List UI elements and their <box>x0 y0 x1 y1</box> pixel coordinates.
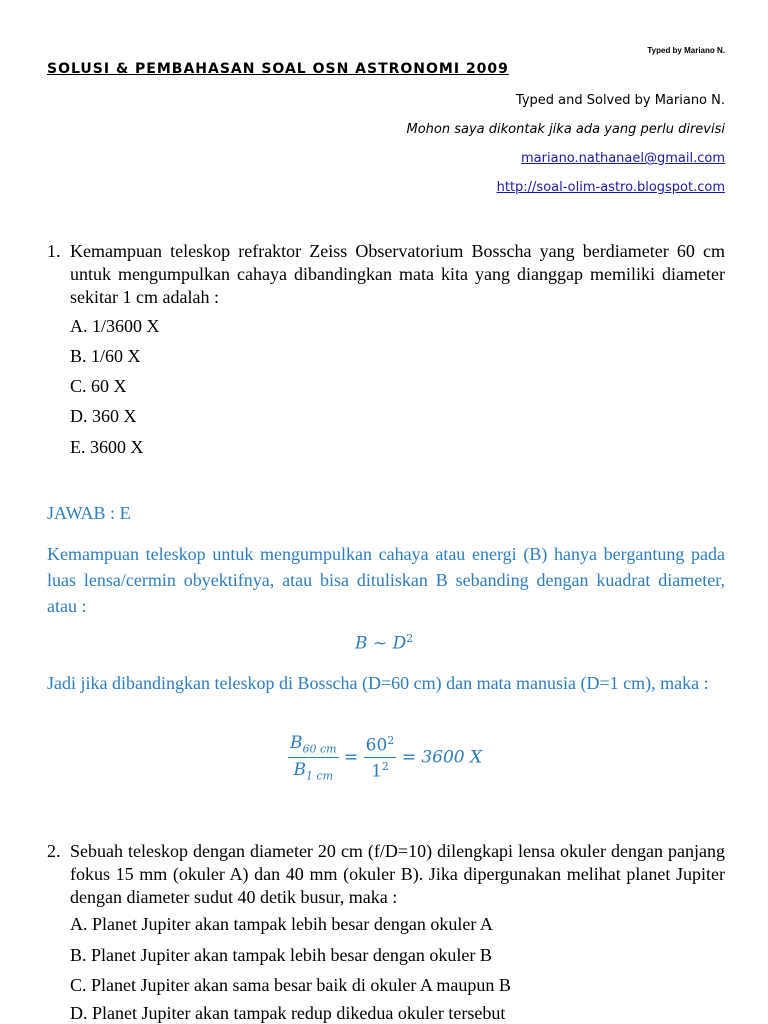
question-text: Kemampuan teleskop refraktor Zeiss Observatorium Bosscha yang berdiameter 60 cm untuk mengumpulkan cahaya dibandingkan mata kita yang dianggap memiliki diameter sekitar 1 cm adalah : <box>70 241 725 307</box>
q1-option-e: E. 3600 X <box>70 437 144 457</box>
q1-option-c: C. 60 X <box>70 376 127 396</box>
fraction-brightness: $\frac{B_{60 cm}}{B_{1 cm}}$ <box>290 733 337 783</box>
answer-label: JAWAB : E <box>47 503 131 523</box>
answer-explanation: Kemampuan teleskop untuk mengumpulkan cahaya atau energi (B) hanya bergantung pada luas lensa/cermin obyektifnya, atau bisa dituliskan B sebanding dengan kuadrat diameter, atau : <box>47 544 725 616</box>
question-number: 1. <box>47 241 61 261</box>
document-title: SOLUSI & PEMBAHASAN SOAL OSN ASTRONOMI 2009 <box>47 61 509 77</box>
blog-link[interactable]: http://soal-olim-astro.blogspot.com <box>496 180 725 195</box>
q2-option-d: D. Planet Jupiter akan tampak redup dikedua okuler tersebut <box>70 1003 506 1023</box>
question-2 <box>47 840 725 909</box>
email-link[interactable]: mariano.nathanael@gmail.com <box>521 151 725 166</box>
q1-option-a: A. 1/3600 X <box>70 316 160 336</box>
author-line: Typed and Solved by Mariano N. <box>515 93 725 108</box>
q1-option-b: B. 1/60 X <box>70 346 141 366</box>
question-text: Sebuah teleskop dengan diameter 20 cm (f/D=10) dilengkapi lensa okuler dengan panjang fokus 15 mm (okuler A) dan 40 mm (okuler B). Jika dipergunakan melihat planet Jupiter dengan diameter sudut 40 detik busur, maka : <box>70 841 725 907</box>
q1-option-d: D. 360 X <box>70 406 137 426</box>
q2-option-c: C. Planet Jupiter akan sama besar baik di okuler A maupun B <box>70 975 511 995</box>
question-1 <box>47 240 725 309</box>
answer-comparison: Jadi jika dibandingkan teleskop di Bosscha (D=60 cm) dan mata manusia (D=1 cm), maka : <box>47 673 709 693</box>
q2-option-a: A. Planet Jupiter akan tampak lebih besar dengan okuler A <box>70 914 493 934</box>
q2-option-b: B. Planet Jupiter akan tampak lebih besar dengan okuler B <box>70 945 492 965</box>
question-number: 2. <box>47 841 61 861</box>
contact-note: Mohon saya dikontak jika ada yang perlu direvisi <box>406 122 725 137</box>
header-typed-by: Typed by Mariano N. <box>647 46 725 55</box>
formula-proportional: B ~ $D^2$ <box>355 632 414 654</box>
formula-ratio: $\frac{B_{60 cm}}{B_{1 cm}}$ = $\frac{60^2}{1^2}$ = 3600 X <box>290 733 483 783</box>
fraction-diameter: $\frac{60^2}{1^2}$ <box>365 733 395 783</box>
